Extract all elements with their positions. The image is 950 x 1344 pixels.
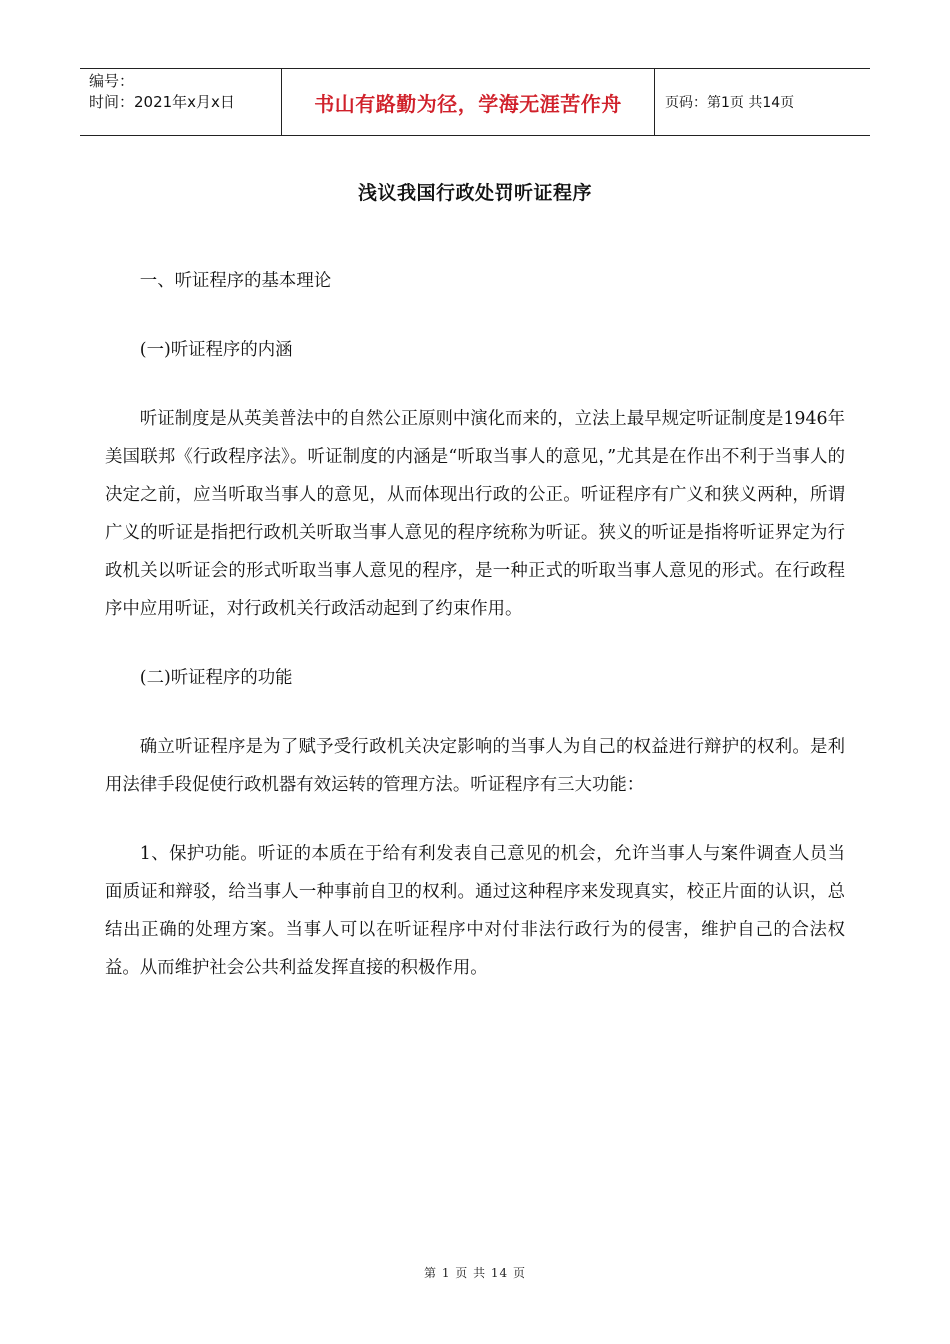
motto-text: 书山有路勤为径，学海无涯苦作舟 [314, 91, 622, 116]
body-paragraph: 确立听证程序是为了赋予受行政机关决定影响的当事人为自己的权益进行辩护的权利。是利用法律手段促使行政机器有效运转的管理方法。听证程序有三大功能： [105, 737, 845, 795]
document-body [105, 262, 845, 1018]
page-footer: 第 1 页 共 14 页 [424, 1266, 526, 1280]
time-label: 时间：2021年x月x日 [89, 93, 235, 111]
subsection-heading: (二)听证程序的功能 [139, 668, 293, 688]
body-paragraph: 听证制度是从英美普法中的自然公正原则中演化而来的，立法上最早规定听证制度是1946年美国联邦《行政程序法》。听证制度的内涵是“听取当事人的意见，”尤其是在作出不利于当事人的决定之前，应当听取当事人的意见，从而体现出行政的公正。听证程序有广义和狭义两种，所谓广义的听证是指把行政机关听取当事人意见的程序统称为听证。狭义的听证是指将听证界定为行政机关以听证会的形式听取当事人意见的程序，是一种正式的听取当事人意见的形式。在行政程序中应用听证，对行政机关行政活动起到了约束作用。 [105, 409, 845, 619]
header-table [80, 68, 870, 136]
document-title: 浅议我国行政处罚听证程序 [357, 182, 592, 204]
subsection-heading: (一)听证程序的内涵 [139, 340, 293, 360]
body-paragraph: 1、保护功能。听证的本质在于给有利发表自己意见的机会，允许当事人与案件调查人员当面质证和辩驳，给当事人一种事前自卫的权利。通过这种程序来发现真实，校正片面的认识，总结出正确的处理方案。当事人可以在听证程序中对付非法行政行为的侵害，维护自己的合法权益。从而维护社会公共利益发挥直接的积极作用。 [105, 844, 845, 978]
motto-cell [281, 69, 655, 135]
page-info-text: 页码：第1页 共14页 [665, 95, 795, 111]
page-info-cell [655, 69, 870, 135]
serial-label: 编号： [89, 72, 135, 90]
header-meta-cell [80, 69, 281, 135]
section-heading: 一、听证程序的基本理论 [139, 271, 332, 291]
